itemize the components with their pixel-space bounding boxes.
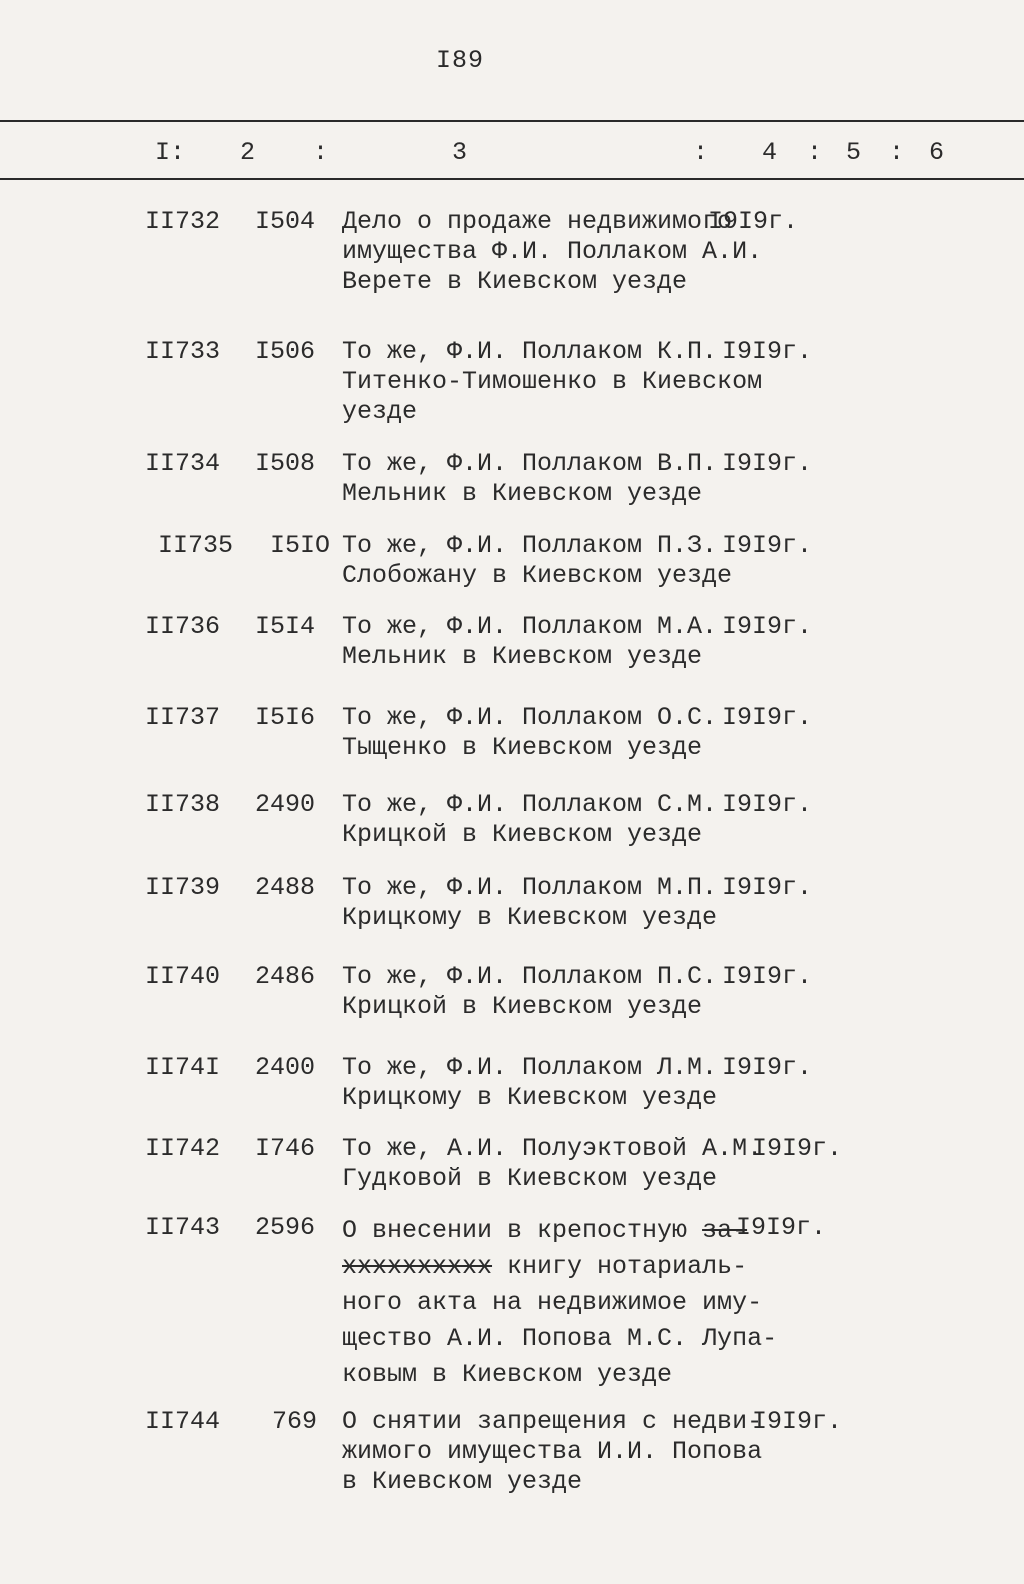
- title-text: О внесении в крепостную: [342, 1216, 703, 1245]
- record-number: II738: [145, 790, 221, 819]
- title-line: То же, Ф.И. Поллаком М.П.: [342, 873, 718, 902]
- file-number: 769: [272, 1407, 318, 1436]
- title-line: То же, А.И. Полуэктовой А.М.: [342, 1134, 763, 1163]
- record-title: [342, 337, 762, 427]
- record-number: II734: [145, 449, 221, 478]
- title-line: щество А.И. Попова М.С. Лупа-: [342, 1324, 778, 1353]
- title-line: Гудковой в Киевском уезде: [342, 1164, 718, 1193]
- record-title: [342, 703, 717, 763]
- title-line: О снятии запрещения с недви-: [342, 1407, 763, 1436]
- file-number: I5IO: [270, 531, 331, 560]
- record-number: II74I: [145, 1053, 221, 1082]
- record-year: I9I9г.: [722, 337, 813, 366]
- file-number: I5I6: [255, 703, 316, 732]
- record-title: [342, 1407, 762, 1497]
- column-separator: :: [889, 138, 905, 167]
- file-number: I746: [255, 1134, 316, 1163]
- title-line: Слобожану в Киевском уезде: [342, 561, 733, 590]
- column-header-4: 4: [762, 138, 778, 167]
- column-header-5: 5: [846, 138, 862, 167]
- title-line: имущества Ф.И. Поллаком А.И.: [342, 237, 763, 266]
- title-line: То же, Ф.И. Поллаком Л.М.: [342, 1053, 718, 1082]
- title-line: То же, Ф.И. Поллаком С.М.: [342, 790, 718, 819]
- record-year: I9I9г.: [708, 207, 799, 236]
- title-line: Крицкому в Киевском уезде: [342, 1083, 718, 1112]
- record-year: I9I9г.: [722, 531, 813, 560]
- column-header-3: 3: [452, 138, 468, 167]
- record-number: II743: [145, 1213, 221, 1242]
- title-line: ковым в Киевском уезде: [342, 1360, 673, 1389]
- title-line: Титенко-Тимошенко в Киевском: [342, 367, 763, 396]
- title-line: Крицкой в Киевском уезде: [342, 992, 703, 1021]
- column-separator: :: [807, 138, 823, 167]
- record-number: II739: [145, 873, 221, 902]
- record-title: [342, 873, 717, 933]
- record-year: I9I9г.: [722, 703, 813, 732]
- record-title: [342, 1213, 777, 1393]
- record-number: II740: [145, 962, 221, 991]
- table-header-bottom-rule: [0, 178, 1024, 180]
- file-number: I506: [255, 337, 316, 366]
- column-separator: :: [693, 138, 709, 167]
- table-header-top-rule: [0, 120, 1024, 122]
- record-title: [342, 1134, 762, 1194]
- title-line: уезде: [342, 397, 418, 426]
- record-year: I9I9г.: [722, 790, 813, 819]
- file-number: I508: [255, 449, 316, 478]
- file-number: I5I4: [255, 612, 316, 641]
- record-title: [342, 449, 717, 509]
- column-header-1: I:: [155, 138, 186, 167]
- record-title: [342, 531, 732, 591]
- title-line: Верете в Киевском уезде: [342, 267, 688, 296]
- record-year: I9I9г.: [722, 962, 813, 991]
- record-year: I9I9г.: [722, 873, 813, 902]
- record-title: [342, 207, 762, 297]
- record-year: I9I9г.: [722, 1053, 813, 1082]
- title-line: [342, 1213, 777, 1249]
- title-line: ного акта на недвижимое иму-: [342, 1288, 763, 1317]
- file-number: I504: [255, 207, 316, 236]
- record-title: [342, 962, 717, 1022]
- struck-out-text: хххххххххх: [342, 1252, 493, 1281]
- title-line: Крицкому в Киевском уезде: [342, 903, 718, 932]
- column-header-6: 6: [929, 138, 945, 167]
- column-separator: :: [313, 138, 329, 167]
- title-line: Тыщенко в Киевском уезде: [342, 733, 703, 762]
- title-line: То же, Ф.И. Поллаком К.П.: [342, 337, 718, 366]
- title-line: То же, Ф.И. Поллаком В.П.: [342, 449, 718, 478]
- record-number: II735: [158, 531, 234, 560]
- title-line: То же, Ф.И. Поллаком П.З.: [342, 531, 718, 560]
- title-line: То же, Ф.И. Поллаком М.А.: [342, 612, 718, 641]
- record-title: [342, 1053, 717, 1113]
- record-title: [342, 612, 717, 672]
- title-line: [342, 1249, 777, 1285]
- record-number: II732: [145, 207, 221, 236]
- file-number: 2486: [255, 962, 316, 991]
- title-line: Мельник в Киевском уезде: [342, 642, 703, 671]
- record-number: II744: [145, 1407, 221, 1436]
- record-year: I9I9г.: [752, 1407, 843, 1436]
- title-line: Мельник в Киевском уезде: [342, 479, 703, 508]
- struck-out-text: за-: [702, 1216, 748, 1245]
- title-line: в Киевском уезде: [342, 1467, 583, 1496]
- title-line: То же, Ф.И. Поллаком О.С.: [342, 703, 718, 732]
- record-year: I9I9г.: [736, 1213, 827, 1242]
- record-number: II742: [145, 1134, 221, 1163]
- record-year: I9I9г.: [722, 612, 813, 641]
- file-number: 2400: [255, 1053, 316, 1082]
- record-number: II736: [145, 612, 221, 641]
- title-line: Дело о продаже недвижимого: [342, 207, 733, 236]
- record-number: II737: [145, 703, 221, 732]
- file-number: 2596: [255, 1213, 316, 1242]
- page-number: I89: [435, 46, 484, 75]
- column-header-2: 2: [240, 138, 256, 167]
- title-line: То же, Ф.И. Поллаком П.С.: [342, 962, 718, 991]
- record-title: [342, 790, 717, 850]
- record-year: I9I9г.: [752, 1134, 843, 1163]
- title-line: жимого имущества И.И. Попова: [342, 1437, 763, 1466]
- title-text: книгу нотариаль-: [492, 1252, 748, 1281]
- title-line: Крицкой в Киевском уезде: [342, 820, 703, 849]
- record-number: II733: [145, 337, 221, 366]
- record-year: I9I9г.: [722, 449, 813, 478]
- file-number: 2488: [255, 873, 316, 902]
- file-number: 2490: [255, 790, 316, 819]
